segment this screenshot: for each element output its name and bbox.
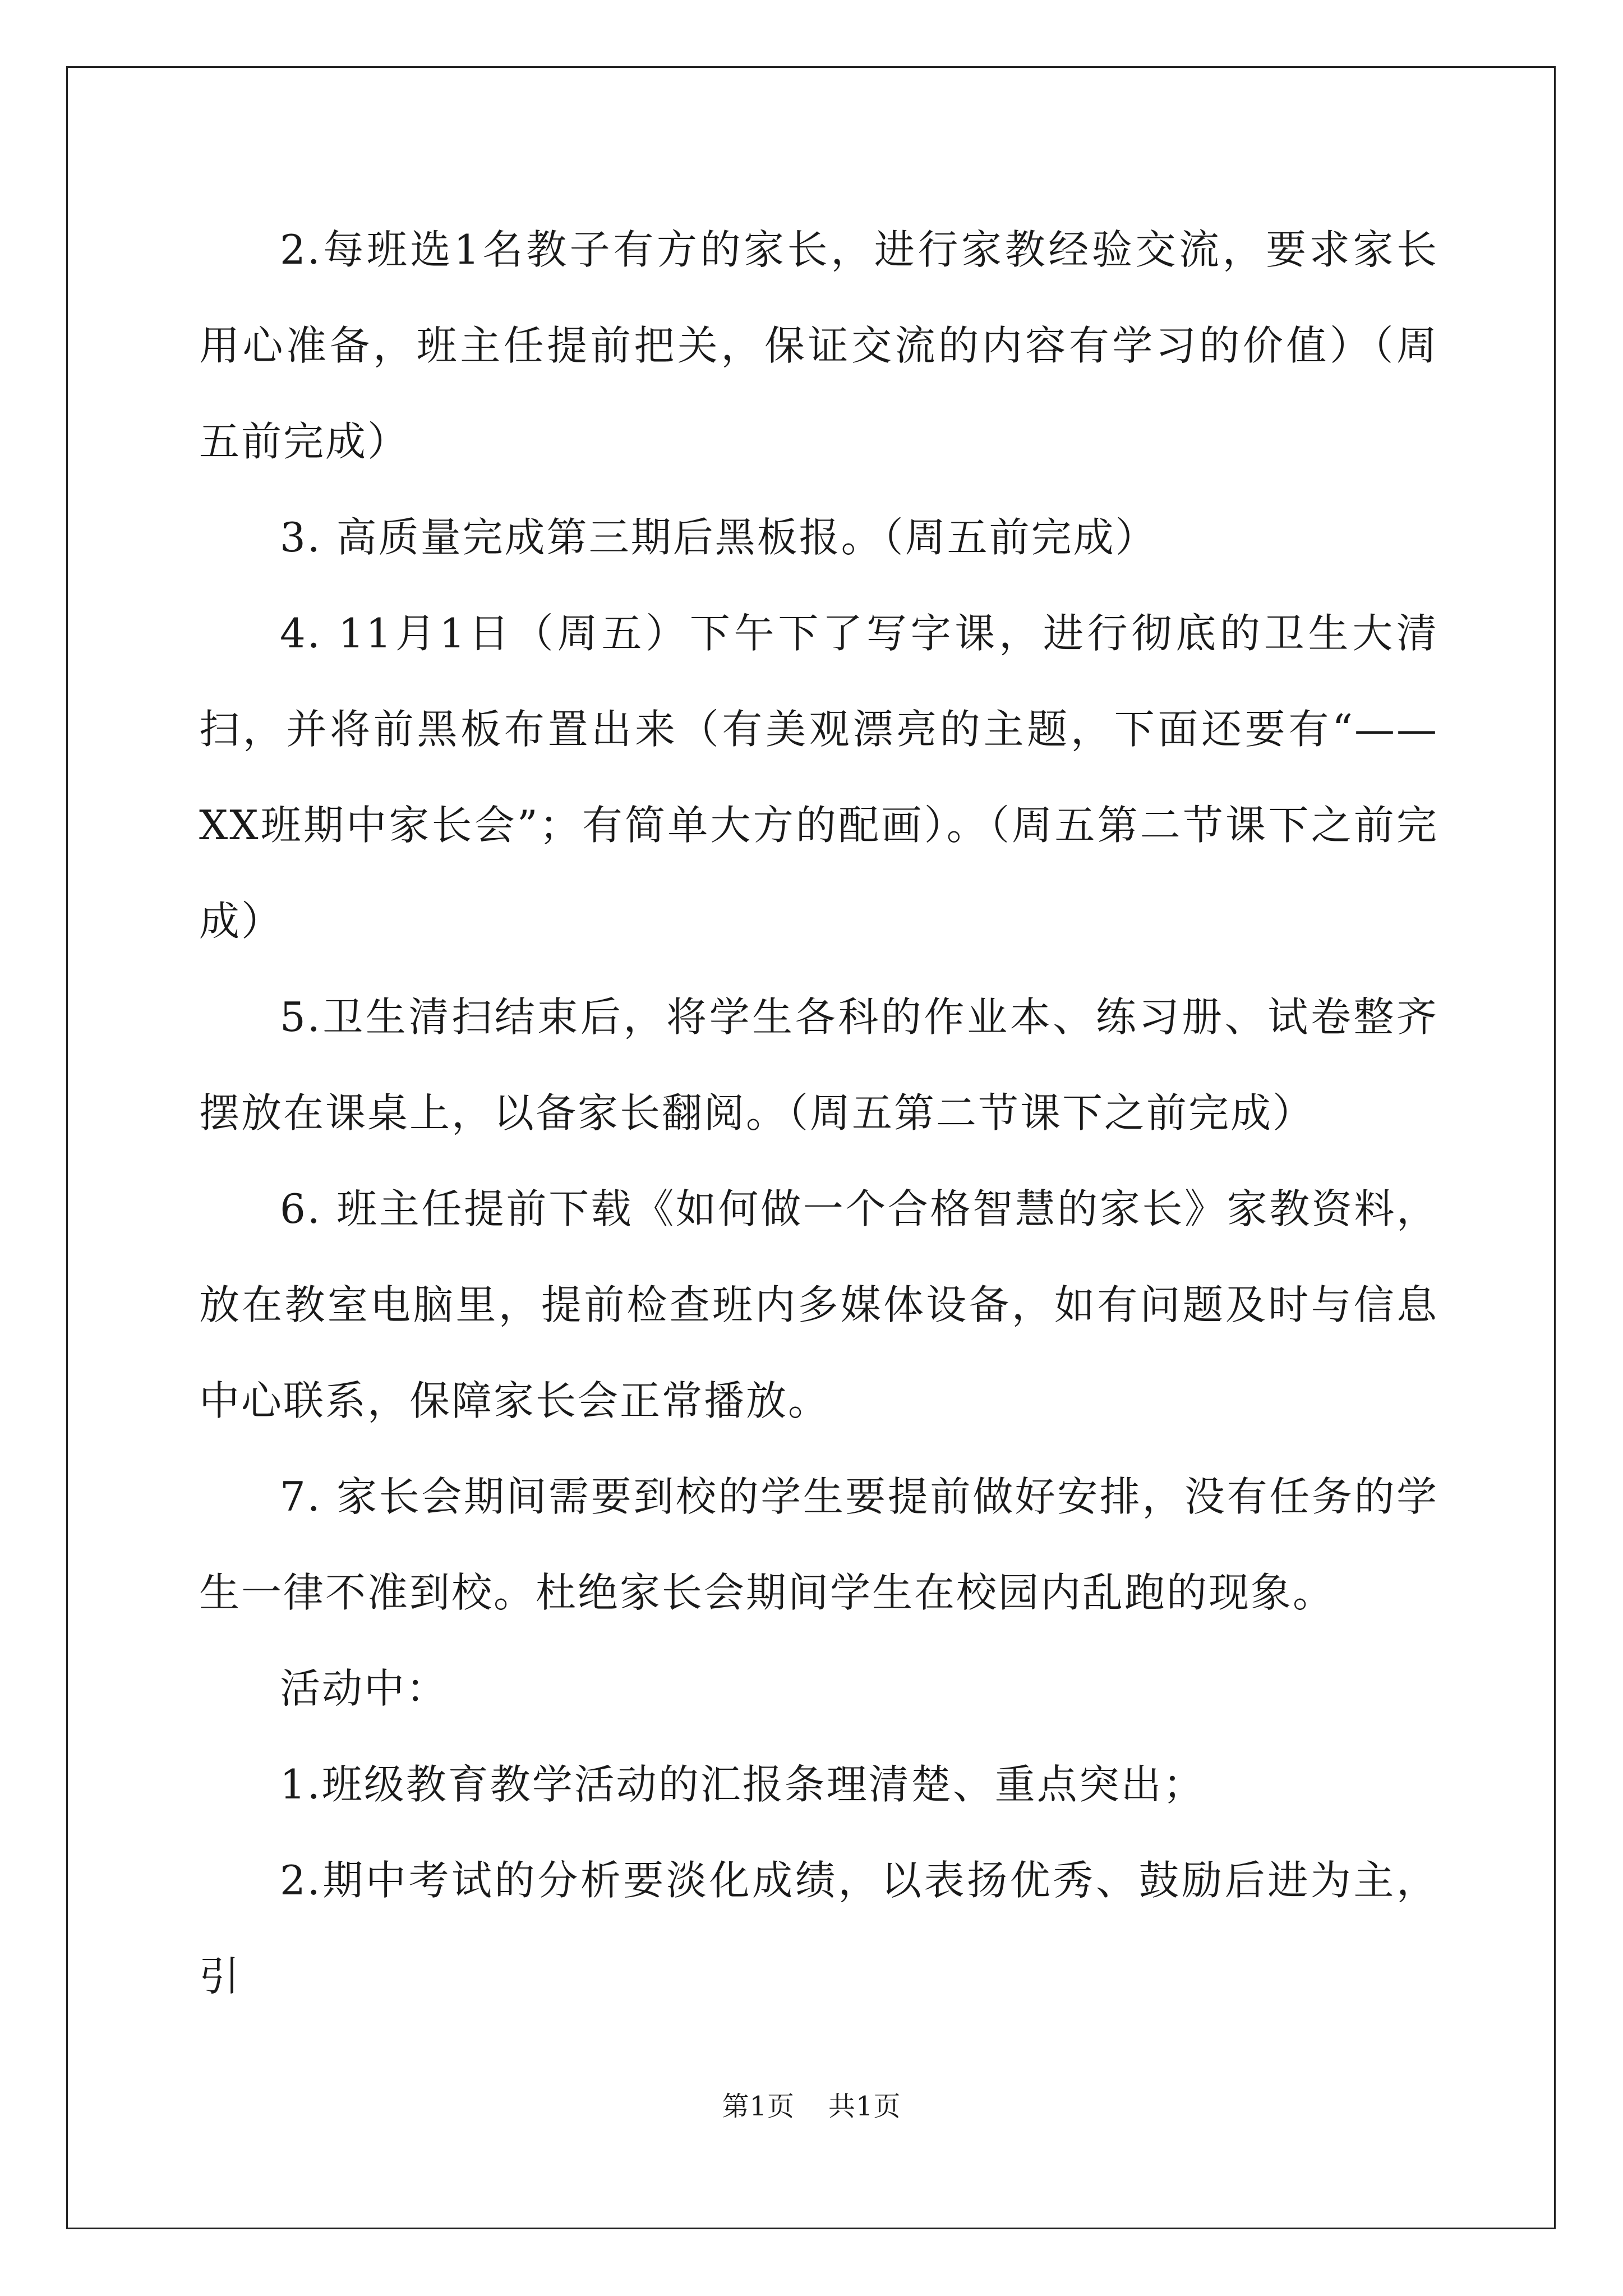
- paragraph-during-item-2: 2.期中考试的分析要淡化成绩，以表扬优秀、鼓励后进为主，引: [199, 1857, 1438, 2000]
- paragraph-prep-item-6: 6. 班主任提前下载《如何做一个合格智慧的家长》家教资料，放在教室电脑里，提前检查班内多媒体设备，如有问题及时与信息中心联系，保障家长会正常播放。: [199, 1185, 1438, 1424]
- paragraph-prep-item-2: 2.每班选1名教子有方的家长，进行家教经验交流，要求家长用心准备，班主任提前把关，保证交流的内容有学习的价值）（周五前完成）: [199, 226, 1438, 465]
- paragraph-prep-item-5: 5.卫生清扫结束后，将学生各科的作业本、练习册、试卷整齐摆放在课桌上，以备家长翻阅。（周五第二节课下之前完成）: [199, 993, 1438, 1137]
- paragraph-prep-item-7: 7. 家长会期间需要到校的学生要提前做好安排，没有任务的学生一律不准到校。杜绝家长会期间学生在校园内乱跑的现象。: [199, 1473, 1438, 1616]
- section-heading-during-activity: 活动中：: [280, 1665, 449, 1712]
- document-body: [199, 202, 1438, 2024]
- paragraph-during-item-1: 1.班级教育教学活动的汇报条理清楚、重点突出；: [280, 1761, 1205, 1808]
- paragraph-prep-item-4: 4. 11月1日（周五）下午下了写字课，进行彻底的卫生大清扫，并将前黑板布置出来（有美观漂亮的主题，下面还要有“——XX班期中家长会”；有简单大方的配画）。（周五第二节课下之前完成）: [199, 610, 1438, 945]
- page-footer: [0, 2090, 1623, 2123]
- page-total: 共1页: [828, 2091, 901, 2122]
- paragraph-prep-item-3: 3. 高质量完成第三期后黑板报。（周五前完成）: [280, 514, 1158, 561]
- page-number: 第1页: [722, 2091, 795, 2122]
